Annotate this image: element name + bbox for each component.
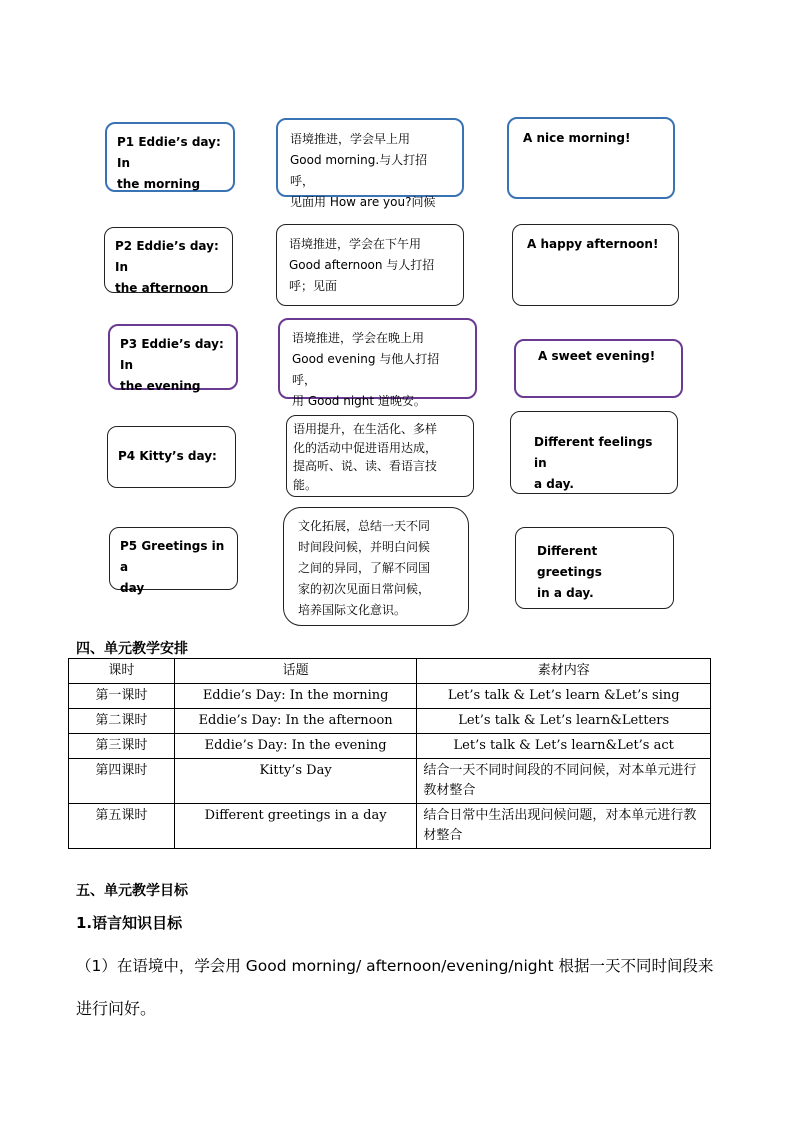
lesson-cell: 第一课时 <box>69 684 175 709</box>
table-row <box>69 734 711 759</box>
goal-box-1: 语境推进，学会早上用 Good morning.与人打招呼， 见面用 How are you?问候 <box>276 118 464 197</box>
goal-box-4: 语用提升，在生活化、多样 化的活动中促进语用达成， 提高听、说、读、看语言技 能。 <box>286 415 474 497</box>
subsection-1-title: 1.语言知识目标 <box>76 914 183 932</box>
table-row <box>69 759 711 804</box>
schedule-table <box>68 658 711 849</box>
header-material: 素材内容 <box>417 659 711 684</box>
lesson-box-p3: P3 Eddie’s day: In the evening <box>108 324 238 390</box>
header-topic: 话题 <box>174 659 417 684</box>
lesson-box-p1: P1 Eddie’s day: In the morning <box>105 122 235 192</box>
material-cell: Let’s talk & Let’s learn &Let’s sing <box>417 684 711 709</box>
material-cell: Let’s talk & Let’s learn&Letters <box>417 709 711 734</box>
lesson-box-p4: P4 Kitty’s day: <box>107 426 236 488</box>
theme-box-3: A sweet evening! <box>514 339 683 398</box>
goal-box-2: 语境推进，学会在下午用 Good afternoon 与人打招 呼；见面 <box>276 224 464 306</box>
lesson-cell: 第三课时 <box>69 734 175 759</box>
material-cell: 结合一天不同时间段的不同问候，对本单元进行教材整合 <box>417 759 711 804</box>
goal-box-5: 文化拓展，总结一天不同 时间段问候，并明白问候 之间的异同，了解不同国 家的初次见面日常问候， 培养国际文化意识。 <box>283 507 469 626</box>
theme-box-4: Different feelings in a day. <box>510 411 678 494</box>
section-4-title: 四、单元教学安排 <box>76 641 188 657</box>
section-5-title: 五、单元教学目标 <box>76 883 188 899</box>
lesson-cell: 第四课时 <box>69 759 175 804</box>
goal-box-3: 语境推进，学会在晚上用 Good evening 与他人打招呼， 用 Good night 道晚安。 <box>278 318 477 399</box>
theme-box-2: A happy afternoon! <box>512 224 679 306</box>
table-row <box>69 709 711 734</box>
lesson-cell: 第二课时 <box>69 709 175 734</box>
objective-paragraph-line-1: （1）在语境中，学会用 Good morning/ afternoon/evening/night 根据一天不同时间段来 <box>76 957 714 975</box>
table-header-row <box>69 659 711 684</box>
lesson-cell: 第五课时 <box>69 804 175 849</box>
table-row <box>69 804 711 849</box>
theme-box-1: A nice morning! <box>507 117 675 199</box>
topic-cell: Eddie’s Day: In the afternoon <box>174 709 417 734</box>
material-cell: 结合日常中生活出现问候问题，对本单元进行教材整合 <box>417 804 711 849</box>
lesson-box-p2: P2 Eddie’s day: In the afternoon <box>104 227 233 293</box>
topic-cell: Eddie’s Day: In the evening <box>174 734 417 759</box>
objective-paragraph-line-2: 进行问好。 <box>76 999 157 1018</box>
material-cell: Let’s talk & Let’s learn&Let’s act <box>417 734 711 759</box>
lesson-box-p5: P5 Greetings in a day <box>109 527 238 590</box>
topic-cell: Kitty’s Day <box>174 759 417 804</box>
theme-box-5: Different greetings in a day. <box>515 527 674 609</box>
topic-cell: Eddie’s Day: In the morning <box>174 684 417 709</box>
table-row <box>69 684 711 709</box>
header-lesson: 课时 <box>69 659 175 684</box>
topic-cell: Different greetings in a day <box>174 804 417 849</box>
